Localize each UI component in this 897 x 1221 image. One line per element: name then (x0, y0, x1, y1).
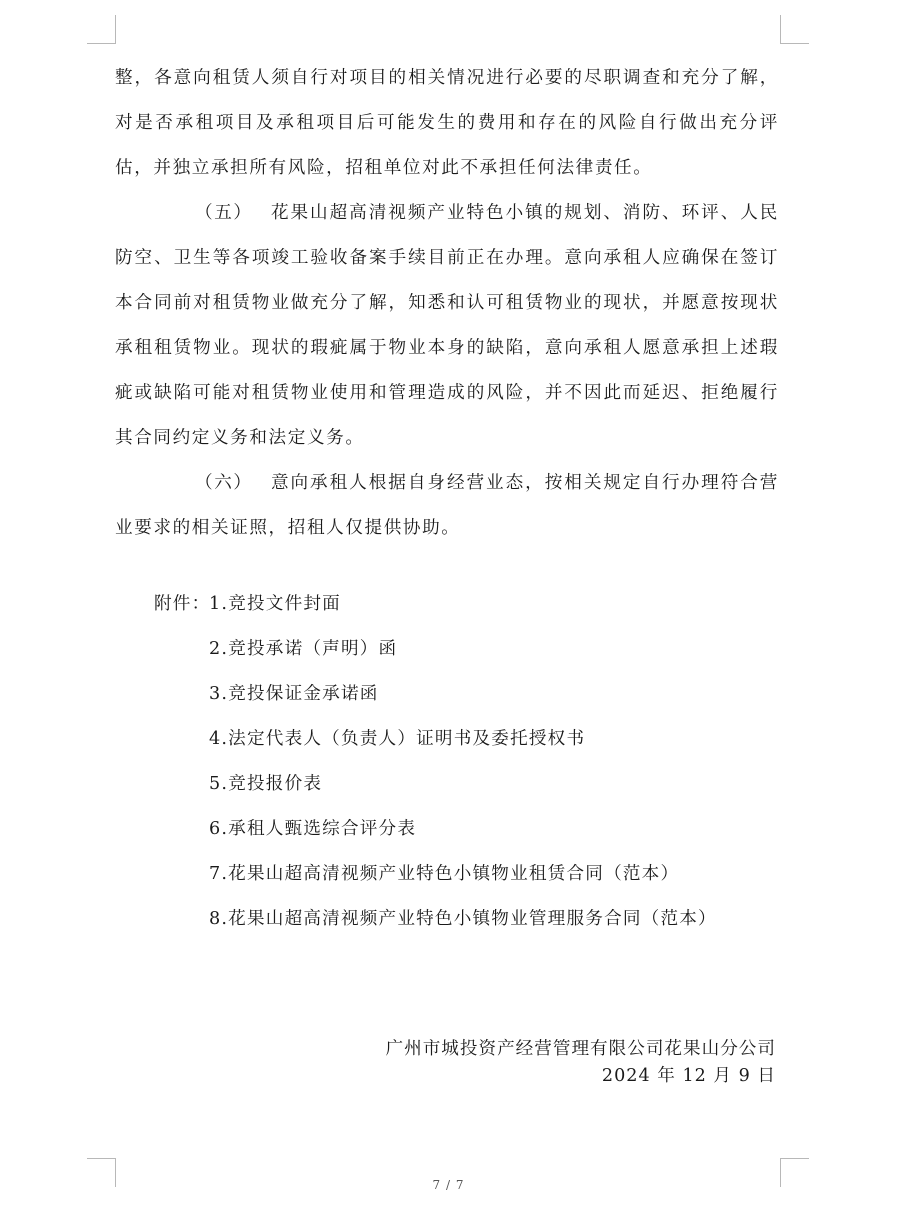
attachments-list (154, 582, 717, 942)
attachment-item (154, 717, 717, 762)
signature-organization: 广州市城投资产经营管理有限公司花果山分公司 (385, 1039, 776, 1059)
attachment-text: 3.竞投保证金承诺函 (209, 684, 379, 704)
attachment-item (154, 762, 717, 807)
attachment-text: 7.花果山超高清视频产业特色小镇物业租赁合同（范本） (209, 864, 680, 884)
page-corner-mark-top-left (87, 15, 116, 44)
page-corner-mark-top-right (780, 15, 809, 44)
attachment-text: 2.竞投承诺（声明）函 (209, 639, 398, 659)
attachment-item (154, 627, 717, 672)
signature-block (386, 1036, 776, 1090)
item-marker: （六） (195, 473, 253, 493)
attachment-text: 4.法定代表人（负责人）证明书及委托授权书 (209, 729, 586, 749)
paragraph-continued: 整，各意向租赁人须自行对项目的相关情况进行必要的尽职调查和充分了解，对是否承租项目及承租项目后可能发生的费用和存在的风险自行做出充分评估，并独立承担所有风险，招租单位对此不承担任何法律责任。 (115, 68, 779, 178)
item-text: 花果山超高清视频产业特色小镇的规划、消防、环评、人民防空、卫生等各项竣工验收备案手续目前正在办理。意向承租人应确保在签订本合同前对租赁物业做充分了解，知悉和认可租赁物业的现状，并愿意按现状承租租赁物业。现状的瑕疵属于物业本身的缺陷，意向承租人愿意承担上述瑕疵或缺陷可能对租赁物业使用和管理造成的风险，并不因此而延迟、拒绝履行其合同约定义务和法定义务。 (115, 203, 779, 448)
attachment-item (154, 672, 717, 717)
attachment-item (154, 582, 717, 627)
attachment-text: 5.竞投报价表 (209, 774, 323, 794)
item-marker: （五） (195, 203, 253, 223)
attachment-text: 8.花果山超高清视频产业特色小镇物业管理服务合同（范本） (209, 909, 717, 929)
attachment-text: 6.承租人甄选综合评分表 (209, 819, 417, 839)
attachment-text: 1.竞投文件封面 (209, 594, 341, 614)
signature-date: 2024 年 12 月 9 日 (601, 1066, 776, 1086)
item-text: 意向承租人根据自身经营业态，按相关规定自行办理符合营业要求的相关证照，招租人仅提供协助。 (115, 473, 779, 538)
attachments-label: 附件： (154, 594, 211, 614)
attachment-item (154, 852, 717, 897)
attachment-item (154, 807, 717, 852)
document-body (115, 56, 779, 551)
paragraph-item-6 (115, 461, 779, 551)
paragraph-item-5 (115, 191, 779, 461)
attachment-item (154, 897, 717, 942)
page-number: 7 / 7 (432, 1178, 465, 1192)
